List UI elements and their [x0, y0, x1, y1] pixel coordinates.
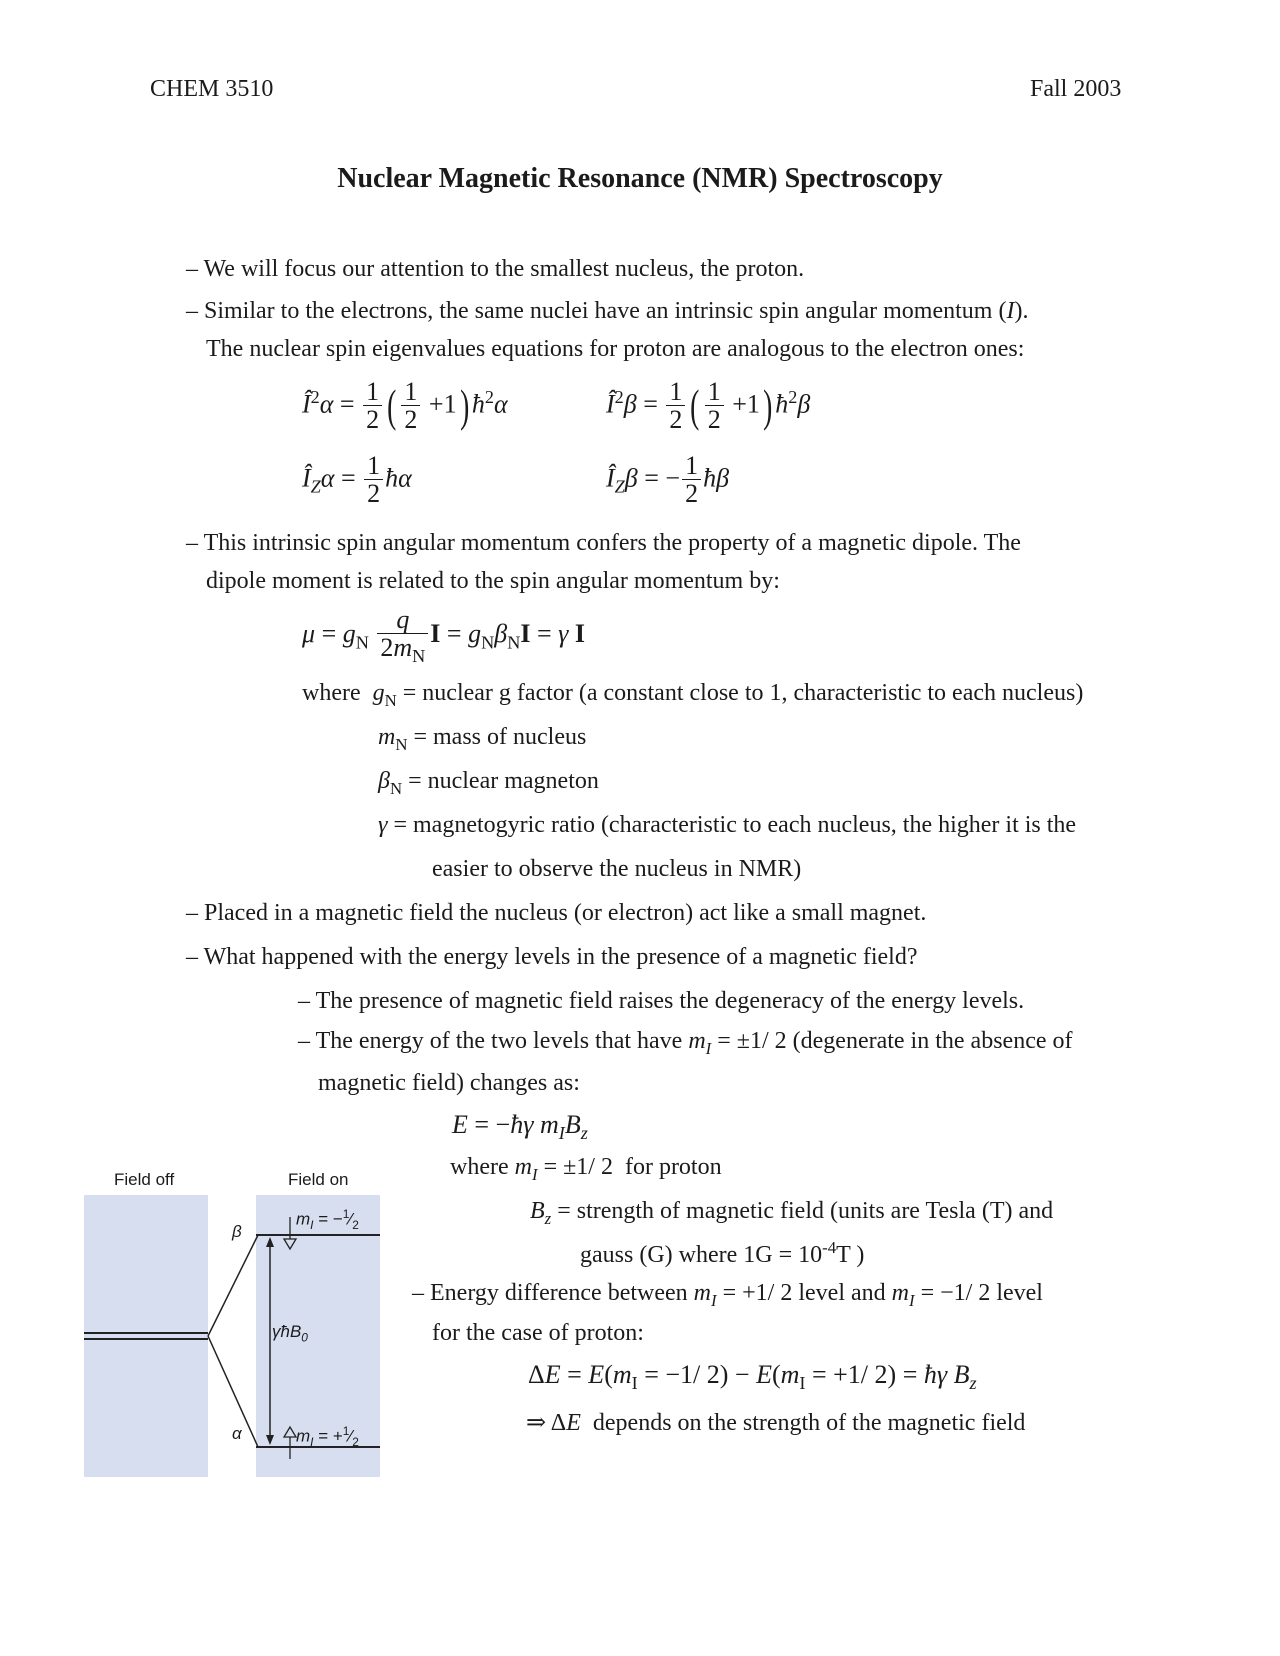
bullet-proton-focus: – We will focus our attention to the smallest nucleus, the proton.	[186, 256, 805, 282]
equation-Iz-beta: $Î_Z\beta$ = − $\frac{1}{2}$ ħβ	[606, 451, 730, 509]
lower-level-label: $m_I$ = $+^1⁄_2$	[296, 1424, 359, 1450]
definition-mN: $m_N$ = mass of nucleus	[378, 724, 587, 754]
subbullet-two-levels-line2: magnetic field) changes as:	[318, 1070, 580, 1096]
definition-Bz-cont: gauss (G) where $1G = 10^{-4}T$ )	[580, 1238, 865, 1268]
label-field-off: Field off	[114, 1170, 175, 1189]
bullet-spin-momentum-line2: The nuclear spin eigenvalues equations for proton are analogous to the electron ones:	[206, 336, 1025, 362]
split-line-upper	[208, 1235, 258, 1336]
bullet-energy-levels-question: – What happened with the energy levels in the presence of a magnetic field?	[186, 944, 918, 970]
conclusion-line: ⇒ ΔE depends on the strength of the magnetic field	[526, 1410, 1026, 1436]
equation-I2-alpha: $Î^2\alpha$ = $\frac{1}{2}$ ( $\frac{1}{2}$ +1) $ħ^2\alpha$	[302, 377, 508, 435]
gap-label: γħB$_0$	[272, 1322, 308, 1345]
subbullet-degeneracy: – The presence of magnetic field raises the degeneracy of the energy levels.	[298, 988, 1025, 1014]
equation-I2-beta: $Î^2\beta$ = $\frac{1}{2}$ ( $\frac{1}{2}$ +1) $ħ^2\beta$	[606, 377, 811, 435]
upper-level-label: $m_I$ = $-^1⁄_2$	[296, 1207, 359, 1233]
beta-symbol: β	[232, 1222, 242, 1241]
page-title: Nuclear Magnetic Resonance (NMR) Spectroscopy	[337, 163, 943, 194]
field-off-panel	[84, 1195, 208, 1477]
subbullet-two-levels: – The energy of the two levels that have $m_I = \pm 1/$ 2 (degenerate in the absence of	[298, 1028, 1073, 1058]
term: Fall 2003	[1030, 76, 1122, 102]
definition-gamma: γ = magnetogyric ratio (characteristic to each nucleus, the higher it is the	[378, 812, 1077, 838]
bullet-spin-momentum: – Similar to the electrons, the same nuclei have an intrinsic spin angular momentum (I).	[186, 298, 1029, 324]
label-field-on: Field on	[288, 1170, 349, 1189]
equation-energy: E = −ħγ $m_IB_z$	[452, 1110, 588, 1144]
equation-Iz-alpha: $Î_Z\alpha$ = $\frac{1}{2}$ ħα	[302, 451, 412, 509]
bullet-energy-difference: – Energy difference between $m_I = +1/$ 2 level and $m_I = -1/$ 2 level	[412, 1280, 1043, 1310]
definition-betaN: $\beta_N$ = nuclear magneton	[378, 768, 599, 798]
definition-gamma-cont: easier to observe the nucleus in NMR)	[432, 856, 802, 882]
course-code: CHEM 3510	[150, 76, 274, 102]
equation-delta-E: $\Delta E = E(m_I = -1/$ $2) - E(m_I = +1/$ 2) = ħγ $B_z$	[528, 1360, 977, 1394]
alpha-symbol: α	[232, 1424, 242, 1443]
bullet-energy-difference-line2: for the case of proton:	[432, 1320, 644, 1346]
definition-gN: where $g_N$ = nuclear g factor (a constant close to 1, characteristic to each nucleus)	[302, 680, 1084, 710]
definition-mI: where $m_I = \pm 1/$ 2 for proton	[450, 1154, 722, 1184]
equation-dipole-moment: $\mu = g_N$ $\frac{q}{2m_N}$ $I = g_N\beta_NI = \gamma$ I	[302, 605, 585, 667]
bullet-magnetic-dipole-line2: dipole moment is related to the spin angular momentum by:	[206, 568, 780, 594]
bullet-magnetic-dipole: – This intrinsic spin angular momentum confers the property of a magnetic dipole. The	[186, 530, 1021, 556]
bullet-small-magnet: – Placed in a magnetic field the nucleus (or electron) act like a small magnet.	[186, 900, 927, 926]
definition-Bz: $B_z$ = strength of magnetic field (units are Tesla (T) and	[530, 1198, 1054, 1228]
